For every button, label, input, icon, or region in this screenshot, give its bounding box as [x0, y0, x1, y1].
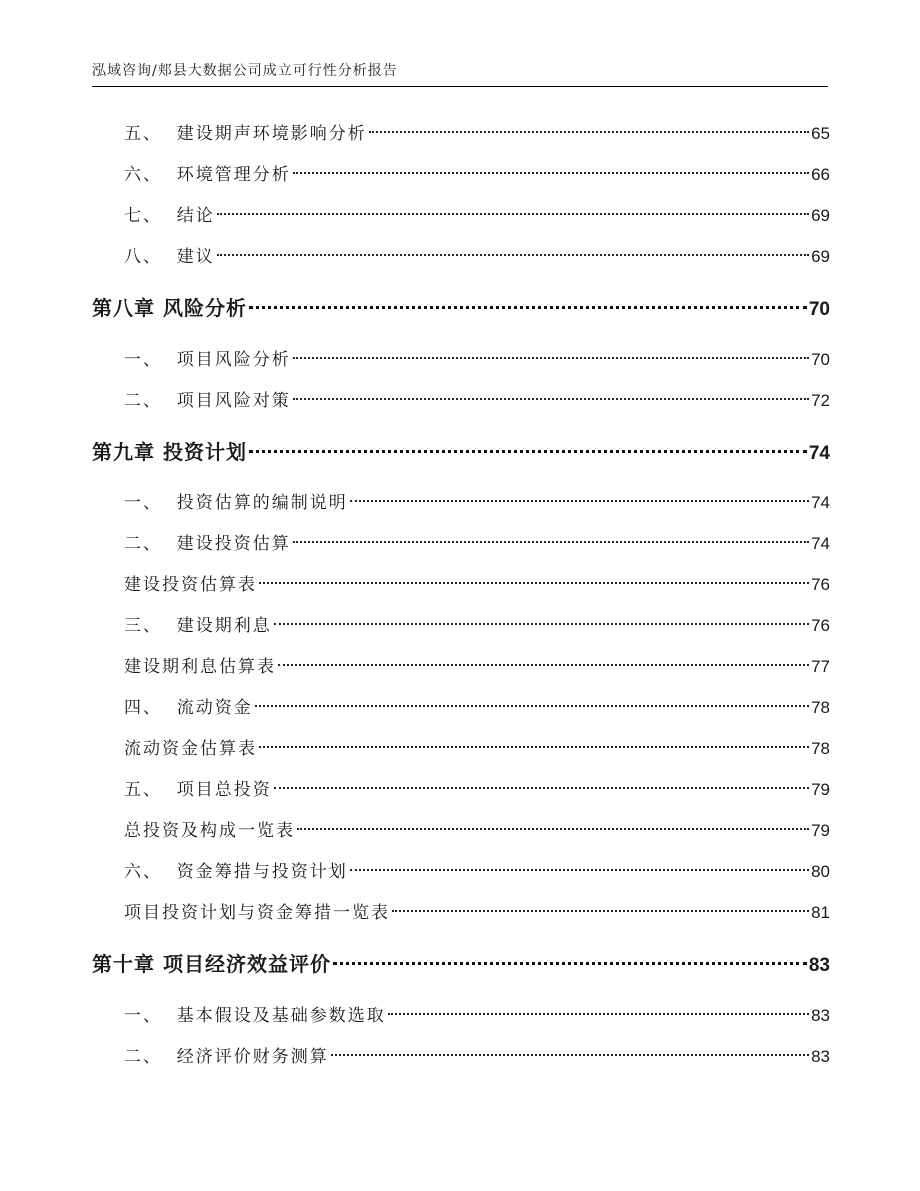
- dot-leader: [293, 172, 809, 174]
- header-rule: [92, 86, 828, 87]
- toc-entry[interactable]: [124, 202, 830, 230]
- toc-page-number: 77: [811, 657, 830, 676]
- dot-leader: [293, 398, 809, 400]
- toc-entry[interactable]: [124, 243, 830, 271]
- toc-page-number: 78: [811, 698, 830, 717]
- dot-leader: [350, 869, 809, 871]
- toc-page-number: 83: [811, 1047, 830, 1066]
- dot-leader: [369, 131, 809, 133]
- toc-entry[interactable]: [124, 612, 830, 640]
- toc-entry[interactable]: [124, 571, 830, 599]
- dot-leader: [333, 962, 807, 965]
- dot-leader: [259, 746, 809, 748]
- toc-page-number: 74: [811, 534, 830, 553]
- toc-entry-title: 第八章 风险分析: [92, 296, 247, 320]
- toc-entry-title: 五、 项目总投资: [124, 780, 272, 800]
- dot-leader: [274, 623, 809, 625]
- dot-leader: [249, 306, 807, 309]
- toc-entry[interactable]: [124, 858, 830, 886]
- toc-chapter-entry[interactable]: [92, 950, 830, 978]
- dot-leader: [293, 357, 809, 359]
- toc-entry[interactable]: [124, 346, 830, 374]
- toc-chapter-entry[interactable]: [92, 438, 830, 466]
- toc-page-number: 66: [811, 165, 830, 184]
- toc-entry[interactable]: [124, 387, 830, 415]
- toc-page-number: 76: [811, 575, 830, 594]
- toc-page-number: 79: [811, 780, 830, 799]
- toc-page-number: 79: [811, 821, 830, 840]
- toc-entry-title: 一、 投资估算的编制说明: [124, 493, 348, 513]
- toc-entry-title: 六、 资金筹措与投资计划: [124, 862, 348, 882]
- toc-entry[interactable]: [124, 489, 830, 517]
- toc-page-number: 83: [808, 955, 830, 976]
- toc-entry-title: 五、 建设期声环境影响分析: [124, 124, 367, 144]
- dot-leader: [293, 541, 809, 543]
- dot-leader: [259, 582, 809, 584]
- toc-entry-title: 六、 环境管理分析: [124, 165, 291, 185]
- toc-page-number: 80: [811, 862, 830, 881]
- toc-entry-title: 一、 基本假设及基础参数选取: [124, 1006, 386, 1026]
- dot-leader: [350, 500, 809, 502]
- toc-entry-title: 三、 建设期利息: [124, 616, 272, 636]
- toc-page-number: 69: [811, 247, 830, 266]
- toc-page-number: 70: [808, 299, 830, 320]
- toc-entry-title: 四、 流动资金: [124, 698, 253, 718]
- toc-entry[interactable]: [124, 776, 830, 804]
- toc-page-number: 70: [811, 350, 830, 369]
- toc-entry-title: 二、 建设投资估算: [124, 534, 291, 554]
- toc-chapter-entry[interactable]: [92, 294, 830, 322]
- dot-leader: [217, 254, 809, 256]
- dot-leader: [255, 705, 809, 707]
- toc-entry[interactable]: [124, 120, 830, 148]
- dot-leader: [217, 213, 809, 215]
- toc-page-number: 74: [811, 493, 830, 512]
- toc-entry-title: 总投资及构成一览表: [124, 821, 295, 841]
- toc-entry-title: 项目投资计划与资金筹措一览表: [124, 903, 390, 923]
- toc-page-number: 72: [811, 391, 830, 410]
- toc-entry-title: 建设期利息估算表: [124, 657, 276, 677]
- toc-page-number: 65: [811, 124, 830, 143]
- dot-leader: [278, 664, 809, 666]
- toc-page-number: 69: [811, 206, 830, 225]
- toc-entry-title: 第十章 项目经济效益评价: [92, 952, 331, 976]
- dot-leader: [249, 450, 807, 453]
- dot-leader: [331, 1054, 809, 1056]
- toc-page-number: 78: [811, 739, 830, 758]
- toc-entry-title: 七、 结论: [124, 206, 215, 226]
- toc-entry-title: 建设投资估算表: [124, 575, 257, 595]
- toc-entry[interactable]: [124, 817, 830, 845]
- toc-entry-title: 八、 建议: [124, 247, 215, 267]
- dot-leader: [392, 910, 809, 912]
- toc-entry-title: 第九章 投资计划: [92, 440, 247, 464]
- toc-entry[interactable]: [124, 1002, 830, 1030]
- toc-page-number: 81: [811, 903, 830, 922]
- toc-entry-title: 流动资金估算表: [124, 739, 257, 759]
- dot-leader: [388, 1013, 809, 1015]
- toc-entry[interactable]: [124, 899, 830, 927]
- toc-page-number: 76: [811, 616, 830, 635]
- toc-entry[interactable]: [124, 1043, 830, 1071]
- toc-entry-title: 二、 经济评价财务测算: [124, 1047, 329, 1067]
- toc-entry[interactable]: [124, 530, 830, 558]
- toc-entry[interactable]: [124, 735, 830, 763]
- toc-entry[interactable]: [124, 653, 830, 681]
- toc-page-number: 74: [808, 443, 830, 464]
- running-header: 泓域咨询/郏县大数据公司成立可行性分析报告: [92, 63, 398, 79]
- toc-entry-title: 一、 项目风险分析: [124, 350, 291, 370]
- toc-entry[interactable]: [124, 161, 830, 189]
- dot-leader: [274, 787, 809, 789]
- dot-leader: [297, 828, 809, 830]
- toc-entry-title: 二、 项目风险对策: [124, 391, 291, 411]
- toc-page-number: 83: [811, 1006, 830, 1025]
- toc-entry[interactable]: [124, 694, 830, 722]
